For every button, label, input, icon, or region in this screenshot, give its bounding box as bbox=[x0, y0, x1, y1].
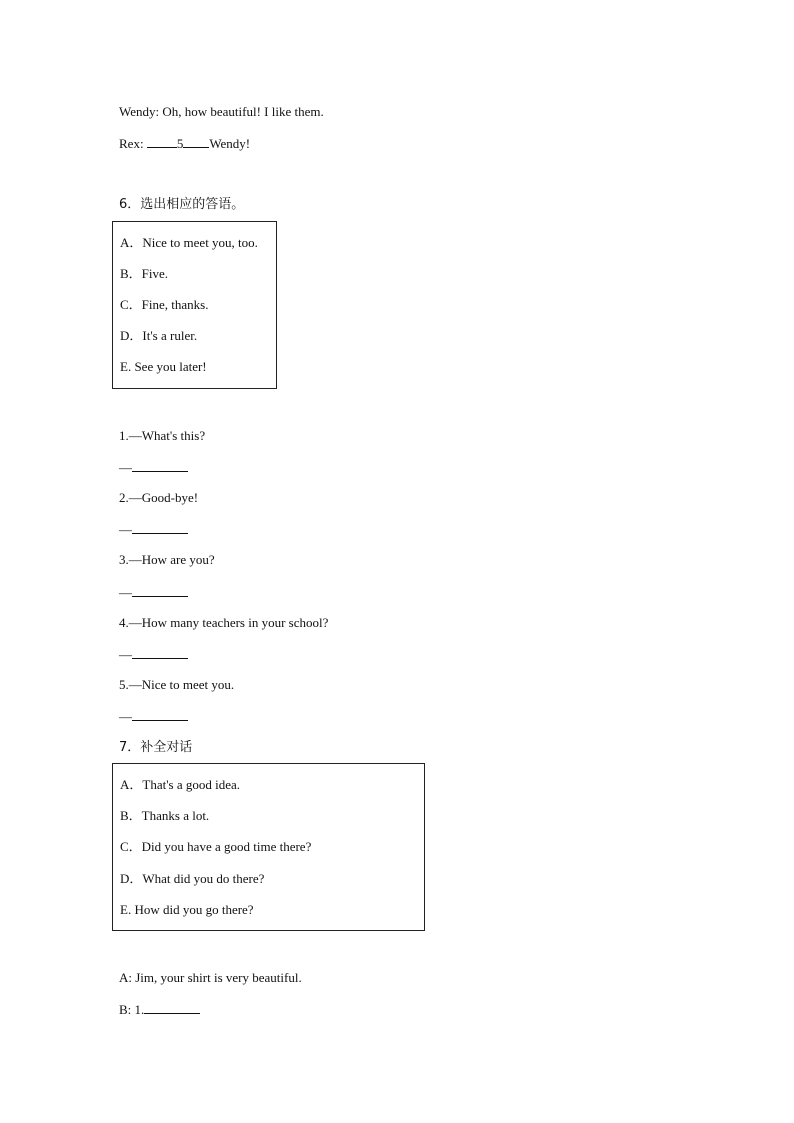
answer-line bbox=[119, 459, 188, 476]
blank-number: 1. bbox=[134, 1002, 145, 1017]
dialogue-line-wendy: Wendy: Oh, how beautiful! I like them. bbox=[119, 104, 324, 119]
options-box-q7 bbox=[112, 763, 425, 931]
answer-blank[interactable] bbox=[144, 1001, 200, 1014]
section-heading-q7: 7．补全对话 bbox=[119, 740, 193, 755]
dialogue-line-b bbox=[119, 1001, 200, 1018]
answer-blank[interactable] bbox=[147, 135, 177, 148]
dialogue-text: Wendy! bbox=[209, 136, 251, 151]
question-prompt: 1.—What's this? bbox=[119, 428, 206, 443]
answer-blank[interactable] bbox=[132, 459, 188, 472]
options-box-q6 bbox=[112, 221, 277, 389]
section-heading-q6: 6．选出相应的答语。 bbox=[119, 197, 245, 212]
option-c: C．Did you have a good time there? bbox=[120, 839, 312, 854]
answer-blank[interactable] bbox=[132, 521, 188, 534]
option-e: E. How did you go there? bbox=[120, 902, 254, 917]
answer-line bbox=[119, 521, 188, 538]
question-prompt: 3.—How are you? bbox=[119, 552, 215, 567]
answer-dash: — bbox=[119, 709, 132, 724]
answer-line bbox=[119, 646, 188, 663]
option-d: D．What did you do there? bbox=[120, 871, 265, 886]
option-a: A．Nice to meet you, too. bbox=[120, 235, 258, 250]
answer-line bbox=[119, 584, 188, 601]
blank-number: 5 bbox=[176, 136, 184, 151]
answer-dash: — bbox=[119, 522, 132, 537]
answer-dash: — bbox=[119, 460, 132, 475]
option-a: A．That's a good idea. bbox=[120, 777, 241, 792]
answer-blank[interactable] bbox=[132, 584, 188, 597]
option-c: C．Fine, thanks. bbox=[120, 297, 209, 312]
option-b: B．Thanks a lot. bbox=[120, 808, 210, 823]
answer-blank[interactable] bbox=[132, 708, 188, 721]
answer-dash: — bbox=[119, 585, 132, 600]
answer-line bbox=[119, 708, 188, 725]
option-b: B．Five. bbox=[120, 266, 169, 281]
dialogue-line-rex bbox=[119, 135, 250, 152]
dialogue-line-a: A: Jim, your shirt is very beautiful. bbox=[119, 970, 302, 985]
answer-blank[interactable] bbox=[132, 646, 188, 659]
answer-dash: — bbox=[119, 647, 132, 662]
answer-blank[interactable] bbox=[183, 135, 209, 148]
speaker-label: B: bbox=[119, 1002, 135, 1017]
option-d: D．It's a ruler. bbox=[120, 328, 198, 343]
speaker-label: Rex: bbox=[119, 136, 147, 151]
question-prompt: 5.—Nice to meet you. bbox=[119, 677, 235, 692]
option-e: E. See you later! bbox=[120, 359, 207, 374]
question-prompt: 2.—Good-bye! bbox=[119, 490, 199, 505]
question-prompt: 4.—How many teachers in your school? bbox=[119, 615, 329, 630]
